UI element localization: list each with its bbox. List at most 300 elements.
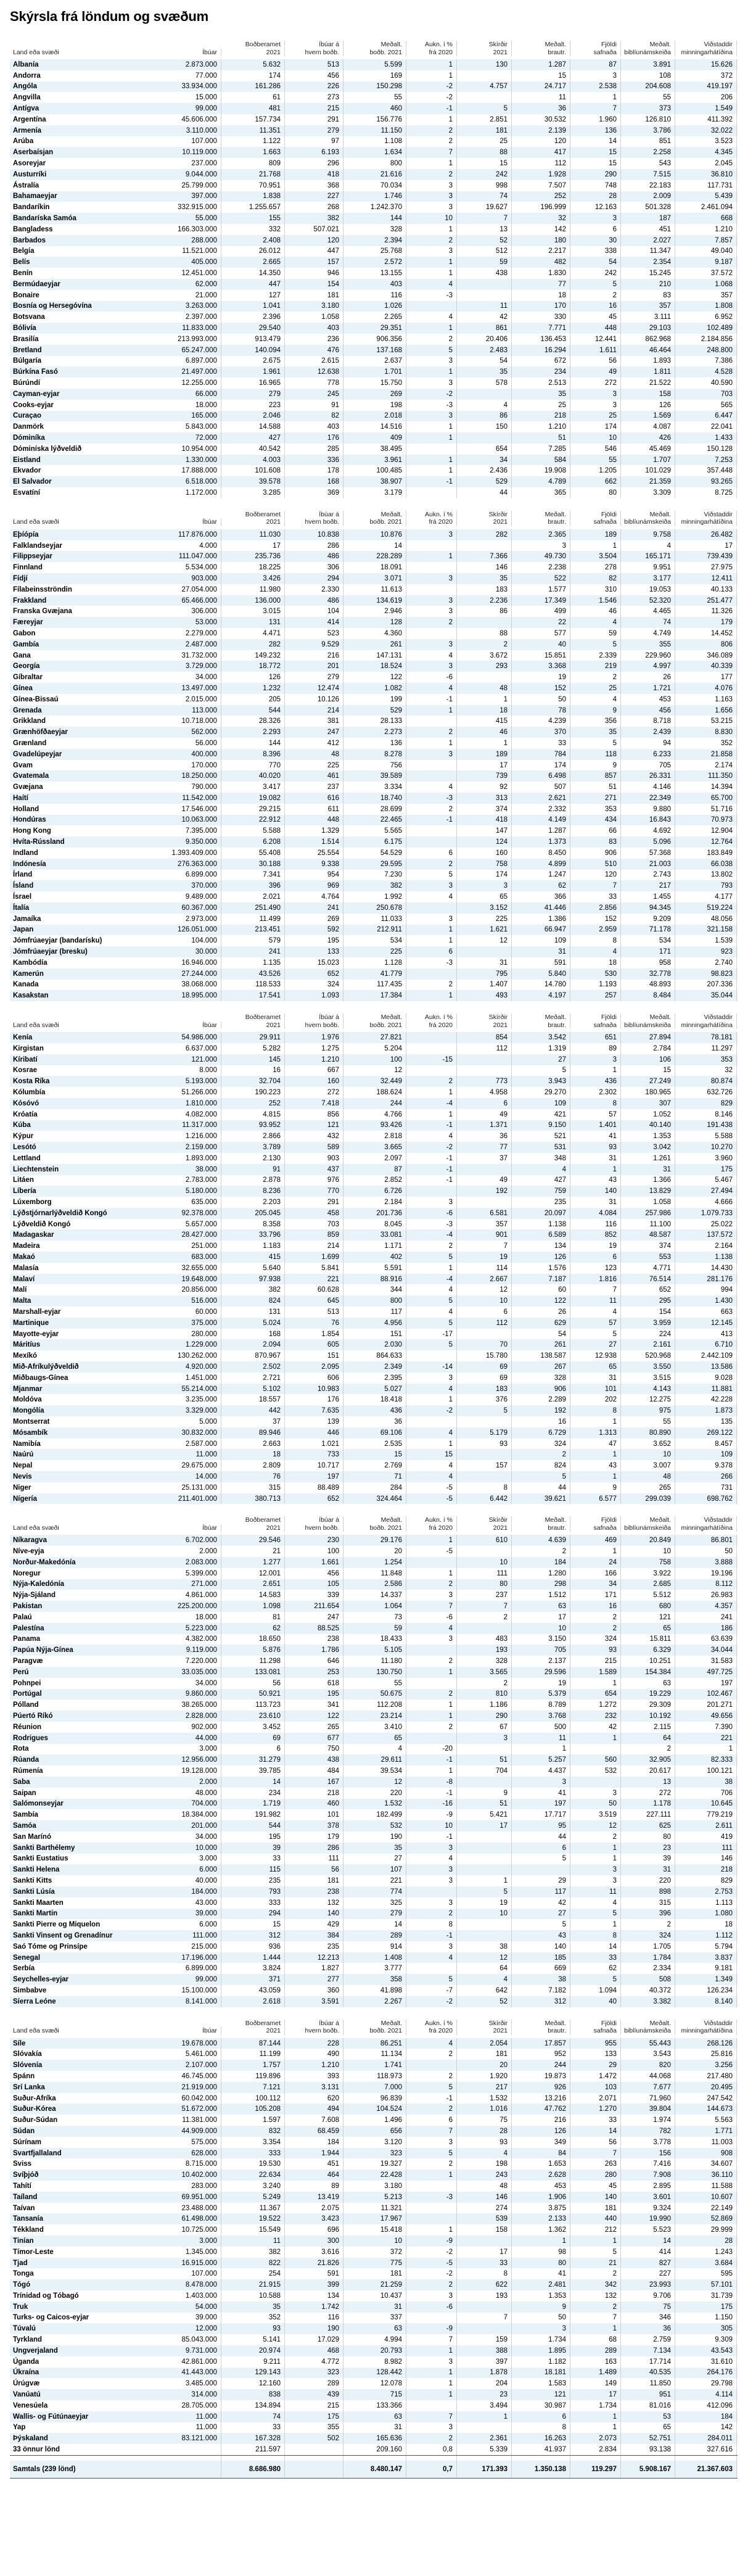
- cell-aukn-fra-2020: [406, 1186, 457, 1197]
- cell-bodberamet: 81: [221, 1612, 285, 1623]
- cell-ibuar: 184.000: [130, 1886, 221, 1897]
- cell-fjoldi-safnada: 510: [570, 859, 621, 870]
- cell-ibuar: 17.196.000: [130, 1952, 221, 1963]
- cell-vidstaddir: 80.874: [675, 1076, 737, 1087]
- cell-skirdir: 70: [457, 1339, 512, 1350]
- table-row: [10, 432, 738, 444]
- cell-ibuar: 280.000: [130, 1329, 221, 1340]
- cell-fjoldi-safnada: [570, 1744, 621, 1755]
- cell-vidstaddir: 419: [675, 1831, 737, 1843]
- cell-fjoldi-safnada: 852: [570, 1229, 621, 1241]
- cell-skirdir: 54: [457, 356, 512, 367]
- cell-medalt-bodb: 22.465: [343, 815, 406, 826]
- cell-medalt-brautr: 19.873: [512, 2071, 570, 2082]
- cell-bodberamet: 282: [221, 639, 285, 650]
- cell-ibuar-a-hvern-bodb: 667: [285, 1065, 343, 1076]
- cell-skirdir: 418: [457, 815, 512, 826]
- cell-bodberamet: 105.208: [221, 2103, 285, 2115]
- cell-medalt-bodb: 181: [343, 2268, 406, 2279]
- cell-fjoldi-safnada: 2.071: [570, 2093, 621, 2104]
- cell-vidstaddir: 1.112: [675, 1930, 737, 1941]
- cell-skirdir: 51: [457, 1754, 512, 1765]
- cell-fjoldi-safnada: 1: [570, 2323, 621, 2334]
- cell-ibuar: 314.000: [130, 2389, 221, 2400]
- cell-ibuar: 83.121.000: [130, 2433, 221, 2444]
- table-row: [10, 2115, 738, 2126]
- cell-fjoldi-safnada: 56: [570, 356, 621, 367]
- cell-bodberamet: 2.396: [221, 312, 285, 323]
- table-row: [10, 224, 738, 235]
- country-name: Makaó: [13, 1253, 35, 1261]
- cell-fjoldi-safnada: 2.834: [570, 2444, 621, 2455]
- cell-fjoldi-safnada: 906: [570, 848, 621, 859]
- cell-medalt-bibliunamskeida: 106: [621, 1054, 675, 1065]
- cell-bodberamet: 352: [221, 2313, 285, 2324]
- cell-vidstaddir: 63.639: [675, 1634, 737, 1645]
- cell-bodberamet: 133.081: [221, 1667, 285, 1678]
- cell-medalt-bibliunamskeida: 9.951: [621, 562, 675, 573]
- column-header-medalt-bodb: Meðalt. boðb. 2021: [343, 1516, 406, 1532]
- cell-fjoldi-safnada: 1: [570, 540, 621, 551]
- column-header-medalt-bodb: Meðalt. boðb. 2021: [343, 41, 406, 56]
- table-row: [10, 2268, 738, 2279]
- cell-skirdir: 5: [457, 1886, 512, 1897]
- country-name: Grænhöfðaeyjar: [13, 729, 68, 737]
- cell-vidstaddir: 217.480: [675, 2071, 737, 2082]
- country-name: Norður-Makedónía: [13, 1558, 76, 1566]
- cell-fjoldi-safnada: 45: [570, 312, 621, 323]
- cell-vidstaddir: 6.952: [675, 312, 737, 323]
- cell-medalt-brautr: 16: [512, 1416, 570, 1427]
- cell-aukn-fra-2020: 4: [406, 1460, 457, 1471]
- cell-medalt-bodb: 65: [343, 1733, 406, 1744]
- cell-bodberamet: 2.675: [221, 356, 285, 367]
- cell-ibuar-a-hvern-bodb: 7.608: [285, 2115, 343, 2126]
- cell-medalt-brautr: 16.294: [512, 345, 570, 356]
- cell-medalt-bibliunamskeida: 26: [621, 672, 675, 683]
- table-row: [10, 2158, 738, 2169]
- cell-skirdir: 44: [457, 487, 512, 498]
- cell-medalt-bibliunamskeida: 553: [621, 1252, 675, 1263]
- cell-skirdir: 10: [457, 1295, 512, 1307]
- cell-medalt-bibliunamskeida: 355: [621, 639, 675, 650]
- country-name: Perú: [13, 1668, 29, 1676]
- cell-medalt-bibliunamskeida: 534: [621, 935, 675, 946]
- cell-skirdir: 36: [457, 1131, 512, 1142]
- cell-bodberamet: 140.094: [221, 345, 285, 356]
- cell-medalt-bibliunamskeida: 229.960: [621, 650, 675, 661]
- cell-skirdir: 6: [457, 1098, 512, 1109]
- cell-ibuar-a-hvern-bodb: 214: [285, 1241, 343, 1252]
- column-header-ibuar-a-hvern-bodb: Íbúar á hvern boðb.: [285, 511, 343, 526]
- cell-fjoldi-safnada: 3: [570, 1864, 621, 1875]
- cell-aukn-fra-2020: 5: [406, 2148, 457, 2159]
- cell-skirdir: 181: [457, 125, 512, 136]
- cell-medalt-brautr: [512, 1864, 570, 1875]
- cell-medalt-bodb: 15: [343, 1449, 406, 1460]
- cell-ibuar: 2.083.000: [130, 1557, 221, 1568]
- cell-medalt-bodb: 382: [343, 880, 406, 891]
- country-name: Samóa: [13, 1822, 36, 1830]
- cell-fjoldi-safnada: 21: [570, 2258, 621, 2269]
- cell-bodberamet: 254: [221, 2268, 285, 2279]
- cell-medalt-brautr: 80: [512, 2258, 570, 2269]
- cell-medalt-bodb: 2.394: [343, 235, 406, 246]
- cell-ibuar-a-hvern-bodb: 1.976: [285, 1032, 343, 1043]
- cell-fjoldi-safnada: 338: [570, 246, 621, 257]
- cell-ibuar: 19.678.000: [130, 2038, 221, 2049]
- cell-medalt-bibliunamskeida: 2.258: [621, 147, 675, 158]
- cell-skirdir: 4: [457, 400, 512, 411]
- cell-medalt-brautr: 1.928: [512, 169, 570, 180]
- country-name: Trínidad og Tóbagó: [13, 2292, 79, 2300]
- cell-medalt-brautr: 312: [512, 1996, 570, 2007]
- cell-medalt-brautr: 62: [512, 880, 570, 891]
- cell-medalt-bibliunamskeida: 543: [621, 158, 675, 169]
- cell-aukn-fra-2020: 1: [406, 59, 457, 70]
- cell-bodberamet: 8.686.980: [221, 2461, 285, 2478]
- cell-ibuar: 4.000: [130, 540, 221, 551]
- cell-ibuar-a-hvern-bodb: 133: [285, 946, 343, 957]
- cell-ibuar: 117.876.000: [130, 529, 221, 540]
- cell-fjoldi-safnada: 4: [570, 946, 621, 957]
- cell-ibuar: 6.702.000: [130, 1535, 221, 1546]
- table-row: [10, 825, 738, 836]
- country-name: Búrúndí: [13, 379, 41, 387]
- cell-ibuar: 41.443.000: [130, 2368, 221, 2379]
- cell-aukn-fra-2020: [406, 444, 457, 455]
- cell-fjoldi-safnada: 171: [570, 1590, 621, 1601]
- cell-medalt-bibliunamskeida: 257.986: [621, 1208, 675, 1219]
- cell-ibuar: 30.000: [130, 946, 221, 957]
- table-row: [10, 705, 738, 716]
- cell-ibuar-a-hvern-bodb: 324: [285, 980, 343, 991]
- cell-medalt-brautr: 4.899: [512, 859, 570, 870]
- table-row: [10, 136, 738, 147]
- cell-fjoldi-safnada: 1: [570, 92, 621, 103]
- cell-medalt-bibliunamskeida: 165.171: [621, 551, 675, 562]
- cell-medalt-bodb: 2.572: [343, 257, 406, 268]
- cell-vidstaddir: 264.176: [675, 2368, 737, 2379]
- cell-vidstaddir: 184: [675, 2411, 737, 2422]
- cell-aukn-fra-2020: -9: [406, 2235, 457, 2247]
- cell-medalt-bodb: 1.741: [343, 2060, 406, 2071]
- cell-medalt-brautr: 2.513: [512, 378, 570, 389]
- cell-bodberamet: 294: [221, 1909, 285, 1920]
- cell-medalt-bodb: 269: [343, 389, 406, 400]
- cell-skirdir: 704: [457, 1765, 512, 1777]
- table-row: [10, 1656, 738, 1667]
- cell-fjoldi-safnada: 133: [570, 2049, 621, 2060]
- table-row: [10, 1930, 738, 1941]
- table-row: [10, 1831, 738, 1843]
- table-row: [10, 1568, 738, 1579]
- cell-skirdir: 69: [457, 1373, 512, 1384]
- cell-skirdir: [457, 1843, 512, 1854]
- cell-medalt-bodb: 2.818: [343, 1131, 406, 1142]
- cell-fjoldi-safnada: 219: [570, 661, 621, 672]
- cell-ibuar-a-hvern-bodb: 235: [285, 1941, 343, 1952]
- cell-fjoldi-safnada: [570, 1777, 621, 1788]
- cell-fjoldi-safnada: 6: [570, 1252, 621, 1263]
- country-name: Vanúatú: [13, 2391, 41, 2399]
- cell-ibuar-a-hvern-bodb: 461: [285, 770, 343, 782]
- cell-medalt-bodb: 122: [343, 672, 406, 683]
- cell-vidstaddir: 1.656: [675, 705, 737, 716]
- cell-fjoldi-safnada: 9: [570, 760, 621, 771]
- table-row: [10, 169, 738, 180]
- cell-bodberamet: 2.651: [221, 1579, 285, 1590]
- cell-ibuar: 288.000: [130, 235, 221, 246]
- cell-ibuar-a-hvern-bodb: 215: [285, 103, 343, 114]
- cell-medalt-bibliunamskeida: 20.617: [621, 1765, 675, 1777]
- cell-vidstaddir: 806: [675, 639, 737, 650]
- cell-vidstaddir: 1.138: [675, 1252, 737, 1263]
- country-name: Suður-Afríka: [13, 2094, 56, 2102]
- cell-ibuar: 121.000: [130, 1054, 221, 1065]
- cell-bodberamet: 18: [221, 1449, 285, 1460]
- cell-medalt-brautr: 26: [512, 1307, 570, 1318]
- cell-ibuar-a-hvern-bodb: 230: [285, 1535, 343, 1546]
- cell-ibuar: 12.451.000: [130, 268, 221, 279]
- cell-ibuar-a-hvern-bodb: 48: [285, 749, 343, 760]
- table-row: [10, 2224, 738, 2235]
- cell-ibuar: 215.000: [130, 1941, 221, 1952]
- cell-medalt-bodb: 32.449: [343, 1076, 406, 1087]
- column-header-fjoldi-safnada: Fjöldi safnaða: [570, 511, 621, 526]
- country-name: Srí Lanka: [13, 2083, 45, 2091]
- cell-ibuar-a-hvern-bodb: 456: [285, 70, 343, 81]
- cell-aukn-fra-2020: 3: [406, 2290, 457, 2301]
- country-name: San Marínó: [13, 1833, 51, 1841]
- cell-vidstaddir: 37.572: [675, 268, 737, 279]
- cell-ibuar-a-hvern-bodb: 111: [285, 1854, 343, 1865]
- country-name: Malí: [13, 1286, 27, 1294]
- cell-ibuar: 1.810.000: [130, 1098, 221, 1109]
- country-name: Simbabve: [13, 1986, 47, 1994]
- cell-medalt-brautr: 41.446: [512, 902, 570, 914]
- country-name: Gvadelúpeyjar: [13, 750, 62, 758]
- cell-medalt-bodb: 190: [343, 1831, 406, 1843]
- table-row: [10, 925, 738, 936]
- spacer-cell: [285, 2456, 343, 2461]
- column-header-skirdir: Skírðir 2021: [457, 511, 512, 526]
- cell-skirdir: 11: [457, 301, 512, 312]
- cell-ibuar: 9.044.000: [130, 169, 221, 180]
- country-name: Frakkland: [13, 597, 47, 605]
- country-name: Nevis: [13, 1472, 32, 1480]
- cell-medalt-brautr: 2: [512, 1449, 570, 1460]
- cell-medalt-brautr: 7.285: [512, 444, 570, 455]
- cell-bodberamet: 28.326: [221, 716, 285, 727]
- cell-ibuar: 1.216.000: [130, 1131, 221, 1142]
- table-row: [10, 1252, 738, 1263]
- cell-aukn-fra-2020: [406, 770, 457, 782]
- cell-vidstaddir: 175: [675, 1164, 737, 1175]
- cell-skirdir: 415: [457, 716, 512, 727]
- cell-skirdir: 42: [457, 312, 512, 323]
- cell-fjoldi-safnada: 12: [570, 1820, 621, 1831]
- table-row: [10, 1307, 738, 1318]
- country-name: Nýja-Kaledónía: [13, 1580, 65, 1588]
- cell-ibuar: 1.393.409.000: [130, 848, 221, 859]
- cell-medalt-bodb: 8.982: [343, 2356, 406, 2368]
- table-row: [10, 1065, 738, 1076]
- column-header-skirdir: Skírðir 2021: [457, 41, 512, 56]
- cell-ibuar: 2.015.000: [130, 694, 221, 705]
- cell-ibuar: 30.832.000: [130, 1427, 221, 1439]
- cell-medalt-bodb: 2.349: [343, 1361, 406, 1373]
- cell-skirdir: 483: [457, 1634, 512, 1645]
- country-name: Japan: [13, 926, 34, 934]
- table-row: [10, 870, 738, 881]
- cell-medalt-bodb: 656: [343, 2126, 406, 2137]
- cell-skirdir: 2.236: [457, 595, 512, 606]
- table-row: [10, 639, 738, 650]
- cell-medalt-bibliunamskeida: 3.922: [621, 1568, 675, 1579]
- cell-skirdir: 12: [457, 1284, 512, 1295]
- cell-ibuar: 38.068.000: [130, 980, 221, 991]
- cell-aukn-fra-2020: -5: [406, 1482, 457, 1493]
- cell-bodberamet: 4.003: [221, 455, 285, 466]
- country-name: Jómfrúaeyjar (bandarísku): [13, 937, 102, 945]
- country-name: Filippseyjar: [13, 553, 52, 561]
- cell-medalt-bibliunamskeida: 1.058: [621, 1197, 675, 1208]
- cell-bodberamet: 1.122: [221, 136, 285, 147]
- cell-skirdir: 48: [457, 2181, 512, 2192]
- table-row: [10, 2203, 738, 2214]
- cell-fjoldi-safnada: 174: [570, 421, 621, 432]
- cell-fjoldi-safnada: 5: [570, 1909, 621, 1920]
- cell-skirdir: 243: [457, 2169, 512, 2181]
- cell-medalt-brautr: 142: [512, 224, 570, 235]
- cell-vidstaddir: 221: [675, 1733, 737, 1744]
- table-row: [10, 1087, 738, 1098]
- table-header-row: [10, 1001, 738, 1032]
- cell-skirdir: 4: [457, 1974, 512, 1985]
- country-name: Mjanmar: [13, 1385, 43, 1393]
- cell-fjoldi-safnada: 149: [570, 2378, 621, 2389]
- cell-medalt-brautr: 18: [512, 290, 570, 301]
- cell-vidstaddir: 40.133: [675, 584, 737, 595]
- cell-vidstaddir: 53.215: [675, 716, 737, 727]
- cell-ibuar: 5.657.000: [130, 1219, 221, 1230]
- country-name: Venesúela: [13, 2401, 48, 2409]
- cell-medalt-brautr: 4.639: [512, 1535, 570, 1546]
- cell-ibuar: 5.193.000: [130, 1076, 221, 1087]
- cell-skirdir: 1.920: [457, 2071, 512, 2082]
- cell-medalt-bodb: 29.176: [343, 1535, 406, 1546]
- cell-bodberamet: 371: [221, 1974, 285, 1985]
- country-name: Malaví: [13, 1275, 35, 1283]
- cell-ibuar-a-hvern-bodb: 157: [285, 257, 343, 268]
- cell-aukn-fra-2020: -1: [406, 1120, 457, 1131]
- country-name: Saó Tóme og Prinsípe: [13, 1942, 88, 1951]
- cell-ibuar: 15.000: [130, 92, 221, 103]
- cell-medalt-brautr: 531: [512, 1142, 570, 1153]
- table-row: [10, 312, 738, 323]
- country-name: Máritíus: [13, 1341, 41, 1349]
- table-row: [10, 268, 738, 279]
- cell-ibuar: 65.466.000: [130, 595, 221, 606]
- country-name: Níve-eyja: [13, 1548, 44, 1556]
- cell-medalt-bodb: 1.171: [343, 1241, 406, 1252]
- cell-vidstaddir: 93.265: [675, 476, 737, 487]
- cell-aukn-fra-2020: -5: [406, 1546, 457, 1557]
- cell-vidstaddir: 8.140: [675, 1996, 737, 2007]
- country-name: Andorra: [13, 72, 41, 80]
- table-row: [10, 584, 738, 595]
- cell-ibuar-a-hvern-bodb: 291: [285, 1197, 343, 1208]
- cell-medalt-bodb: 864.633: [343, 1350, 406, 1361]
- cell-skirdir: 189: [457, 749, 512, 760]
- cell-skirdir: 12: [457, 1952, 512, 1963]
- table-row: [10, 1667, 738, 1678]
- cell-medalt-bodb: 117: [343, 1307, 406, 1318]
- cell-medalt-bodb: 107: [343, 1864, 406, 1875]
- country-name: Noregur: [13, 1569, 41, 1577]
- cell-bodberamet: 1.135: [221, 957, 285, 968]
- cell-medalt-bodb: 73: [343, 1612, 406, 1623]
- cell-medalt-bibliunamskeida: 3.550: [621, 1361, 675, 1373]
- cell-skirdir: 217: [457, 2082, 512, 2093]
- cell-medalt-brautr: 4.437: [512, 1765, 570, 1777]
- cell-medalt-brautr: 39.621: [512, 1493, 570, 1505]
- cell-ibuar-a-hvern-bodb: 1.329: [285, 825, 343, 836]
- cell-medalt-bodb: 325: [343, 1897, 406, 1909]
- cell-fjoldi-safnada: 42: [570, 1722, 621, 1733]
- cell-medalt-bodb: 279: [343, 1909, 406, 1920]
- table-row: [10, 727, 738, 738]
- cell-ibuar: 16.946.000: [130, 957, 221, 968]
- country-name: Svíþjóð: [13, 2171, 39, 2179]
- cell-vidstaddir: 731: [675, 1482, 737, 1493]
- cell-fjoldi-safnada: 1.094: [570, 1985, 621, 1996]
- cell-vidstaddir: 10.645: [675, 1799, 737, 1810]
- cell-bodberamet: 3.789: [221, 1142, 285, 1153]
- cell-skirdir: 124: [457, 836, 512, 848]
- cell-vidstaddir: 413: [675, 1329, 737, 1340]
- cell-skirdir: 388: [457, 2345, 512, 2356]
- cell-vidstaddir: 1.771: [675, 2126, 737, 2137]
- cell-ibuar: 43.000: [130, 1897, 221, 1909]
- country-name: Albanía: [13, 60, 39, 68]
- cell-medalt-bodb: 344: [343, 1284, 406, 1295]
- cell-skirdir: 2: [457, 1612, 512, 1623]
- cell-ibuar-a-hvern-bodb: 414: [285, 617, 343, 628]
- cell-fjoldi-safnada: 181: [570, 2203, 621, 2214]
- cell-vidstaddir: 4.177: [675, 891, 737, 902]
- cell-ibuar-a-hvern-bodb: 652: [285, 1493, 343, 1505]
- cell-medalt-bibliunamskeida: 7.416: [621, 2158, 675, 2169]
- cell-bodberamet: 70.951: [221, 180, 285, 191]
- cell-medalt-bodb: 906.356: [343, 334, 406, 345]
- cell-ibuar-a-hvern-bodb: 750: [285, 1744, 343, 1755]
- cell-bodberamet: 2.094: [221, 1339, 285, 1350]
- cell-medalt-brautr: 328: [512, 1373, 570, 1384]
- cell-skirdir: 622: [457, 2279, 512, 2290]
- cell-bodberamet: 1.277: [221, 1557, 285, 1568]
- cell-fjoldi-safnada: 45: [570, 2181, 621, 2192]
- table-row: [10, 957, 738, 968]
- cell-medalt-bodb: 93.426: [343, 1120, 406, 1131]
- cell-vidstaddir: 6.710: [675, 1339, 737, 1350]
- country-name: Papúa Nýja-Gínea: [13, 1646, 73, 1654]
- cell-vidstaddir: 40.590: [675, 378, 737, 389]
- cell-vidstaddir: 9.181: [675, 1963, 737, 1974]
- cell-medalt-brautr: 19: [512, 672, 570, 683]
- cell-medalt-brautr: 19.908: [512, 465, 570, 476]
